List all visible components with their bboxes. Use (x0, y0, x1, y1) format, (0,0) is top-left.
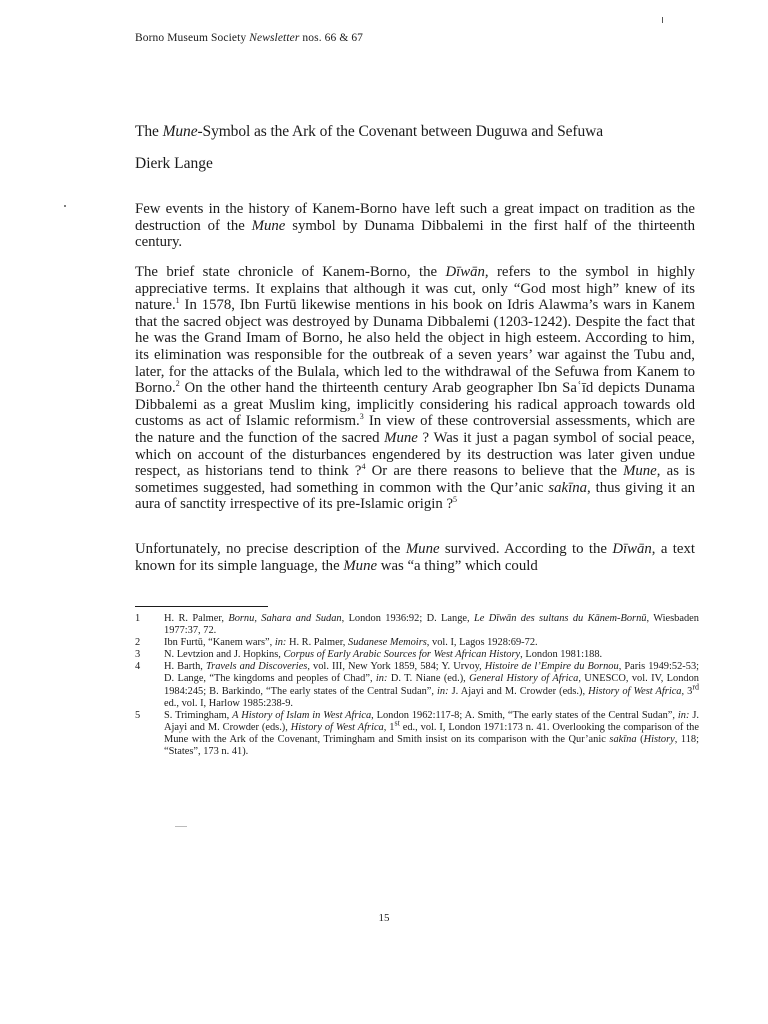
text-run-italic: Mune (623, 463, 657, 480)
footnote-ref[interactable]: 4 (361, 462, 366, 472)
footnote-text: , vol. III, New York 1859, 584; Y. Urvoy, (307, 661, 485, 673)
text-run: , as is sometimes suggested, had something in common with the Qur’anic (135, 463, 695, 496)
footnote-5 (135, 710, 699, 758)
footnote-text: , Paris 1949:52-53; D. Lange, “The kingdoms and peoples of Chad”, (164, 661, 700, 685)
footnote-text: , 3 (681, 685, 693, 697)
title-part: The (135, 123, 163, 140)
footnote-3 (135, 649, 699, 661)
text-run: Unfortunately, no precise description of the (135, 541, 406, 557)
footnote-text-italic: Bornu, Sahara and Sudan (228, 613, 342, 624)
footnote-1 (135, 613, 699, 637)
page-number: 15 (378, 912, 390, 924)
text-run: , refers to the symbol in highly appreciative terms. It explains that although it was cut, only “God most high” knew of its nature. (135, 264, 696, 314)
footnote-text: , London 1936:92; D. Lange, (341, 613, 474, 624)
footnote-text: H. R. Palmer, (164, 613, 229, 624)
text-run: Few events in the history of Kanem-Borno have left such a great impact on tradition as the destruction of the (135, 201, 695, 234)
footnote-text-italic: General History of Africa (469, 673, 579, 685)
newsletter-label: Newsletter (249, 32, 300, 44)
footnote-text-italic: Sudanese Memoirs (348, 637, 427, 649)
footnote-text: H. R. Palmer, (286, 637, 348, 649)
footnote-text: H. Barth, (164, 661, 206, 673)
footnote-text: J. Ajayi and M. Crowder (eds.), (448, 685, 589, 697)
title-part: -Symbol as the Ark of the Covenant between Duguwa and Sefuwa (197, 123, 603, 140)
footnote-text: , London 1981:188. (520, 649, 603, 661)
footnote-text-italic: in: (375, 673, 388, 685)
footnote-text-italic: sakīna (609, 733, 637, 745)
footnote-text-italic: History of West Africa (588, 685, 682, 697)
text-run: On the other hand the thirteenth century Arab geographer Ibn Saʿīd depicts Dunama Dibbalemi as a great Muslim king, implicitly considering his radical approach towards old customs as act of Islamic reformism. (135, 380, 695, 430)
footnote-divider (135, 606, 268, 607)
footnote-text-italic: History of West Africa (290, 721, 384, 733)
footnote-4 (135, 661, 699, 709)
footnote-text: , Wiesbaden 1977:37, 72. (164, 613, 699, 637)
footnote-text-italic: Travels and Discoveries (205, 661, 308, 673)
author-name: Dierk Lange (135, 155, 213, 172)
footnote-number: 4 (135, 661, 141, 673)
footnote-ref[interactable]: 1 (175, 296, 180, 306)
footnote-text-italic: History (643, 733, 675, 745)
footnote-text: , UNESCO, vol. IV, London 1984:245; B. Barkindo, “The early states of the Central Sudan”, (164, 673, 699, 697)
text-run-italic: Mune (343, 557, 378, 574)
text-run: In view of these controversial assessments, which are the nature and the function of the sacred (135, 413, 695, 446)
text-run: In 1578, Ibn Furtū likewise mentions in his book on Idris Alawma’s wars in Kanem that the sacred object was destroyed by Dunama Dibbalemi (1203-1242). Despite the fact that he was the Grand Imam of Borno, he also held the object in high esteem. According to him, its elimination was responsible for the outbreak of a seven years’ war against the Tubu and, later, for the attacks of the Bulala, which led to the withdrawal of the Sefuwa from Kanem to Borno. (135, 297, 695, 397)
paragraph-1 (135, 201, 695, 251)
text-run: ? Was it just a pagan symbol of social peace, which on account of the disturbances engendered by its destruction was later given undue respect, as historians tend to think ? (135, 429, 695, 480)
footnote-text-italic: Le Dīwān des sultans du Kānem-Bornū (473, 613, 647, 624)
text-run: was “a thing” which could (377, 557, 538, 574)
footnote-text: , vol. I, Lagos 1928:69-72. (426, 637, 538, 649)
text-run-italic: Mune (384, 429, 418, 446)
text-run: Or are there reasons to believe that the (365, 463, 624, 480)
footnote-number: 3 (135, 649, 141, 661)
footnote-2 (135, 637, 699, 649)
footnote-text: N. Levtzion and J. Hopkins, (164, 649, 284, 661)
footnote-text: ( (636, 733, 644, 745)
footnote-text: , 1 (383, 721, 395, 733)
footnote-ref[interactable]: 2 (175, 379, 180, 389)
article-title (135, 123, 603, 141)
footnote-text-italic: A History of Islam in West Africa (232, 709, 372, 721)
footnote-text: S. Trimingham, (164, 709, 233, 721)
footnote-text: D. T. Niane (ed.), (387, 673, 470, 685)
paragraph-2 (135, 264, 695, 513)
footnote-text-italic: in: (274, 637, 287, 649)
footnote-text: Ibn Furtū, “Kanem wars”, (164, 637, 275, 649)
footnote-ref[interactable]: 5 (453, 495, 458, 505)
footnote-text-italic: in: (677, 709, 690, 721)
text-run-italic: sakīna (548, 479, 587, 496)
footnote-text: , London 1962:117-8; A. Smith, “The early states of the Central Sudan”, (371, 709, 678, 721)
footnote-text: , 118; “States”, 173 n. 41). (164, 733, 699, 758)
footnote-superscript: rd (692, 682, 700, 692)
footnote-superscript: st (394, 718, 400, 728)
footnote-text-italic: Corpus of Early Arabic Sources for West African History (283, 649, 521, 661)
footnote-number: 2 (135, 637, 141, 649)
title-italic: Mune (162, 123, 198, 140)
footnote-text-italic: Histoire de l’Empire du Bornou (484, 661, 619, 673)
text-run: The brief state chronicle of Kanem-Borno, the (135, 264, 446, 280)
running-header (135, 32, 363, 44)
footnote-text: J. Ajayi and M. Crowder (eds.), (164, 709, 699, 733)
text-run-italic: Mune (251, 217, 286, 234)
footnote-number: 5 (135, 709, 141, 721)
footnote-text-italic: in: (437, 685, 449, 697)
footnote-text: ed., vol. I, Harlow 1985:238-9. (164, 697, 293, 709)
scan-speck (64, 205, 66, 207)
footnote-number: 1 (135, 613, 141, 624)
text-run-italic: Dīwān (612, 541, 652, 557)
text-run-italic: Mune (405, 541, 440, 557)
footnote-text: ed., vol. I, London 1971:173 n. 41. Overlooking the comparison of the Mune with the Ark of the Covenant, Trimingham and Smith insist on its comparison with the Qur’anic (164, 721, 699, 745)
scan-speck (662, 17, 663, 23)
text-run: symbol by Dunama Dibbalemi in the first half of the thirteenth century. (135, 217, 696, 251)
text-run: survived. According to the (439, 541, 613, 557)
scan-speck (175, 826, 187, 827)
issue-numbers: nos. 66 & 67 (299, 32, 364, 44)
text-run: , thus giving it an aura of sanctity irrespective of its pre-Islamic origin ? (135, 479, 696, 513)
society-name: Borno Museum Society (135, 32, 250, 44)
footnote-ref[interactable]: 3 (359, 412, 364, 422)
paragraph-3 (135, 541, 695, 574)
text-run-italic: Dīwān (445, 264, 485, 280)
text-run: , a text known for its simple language, the (135, 541, 695, 574)
footnotes (135, 613, 699, 758)
